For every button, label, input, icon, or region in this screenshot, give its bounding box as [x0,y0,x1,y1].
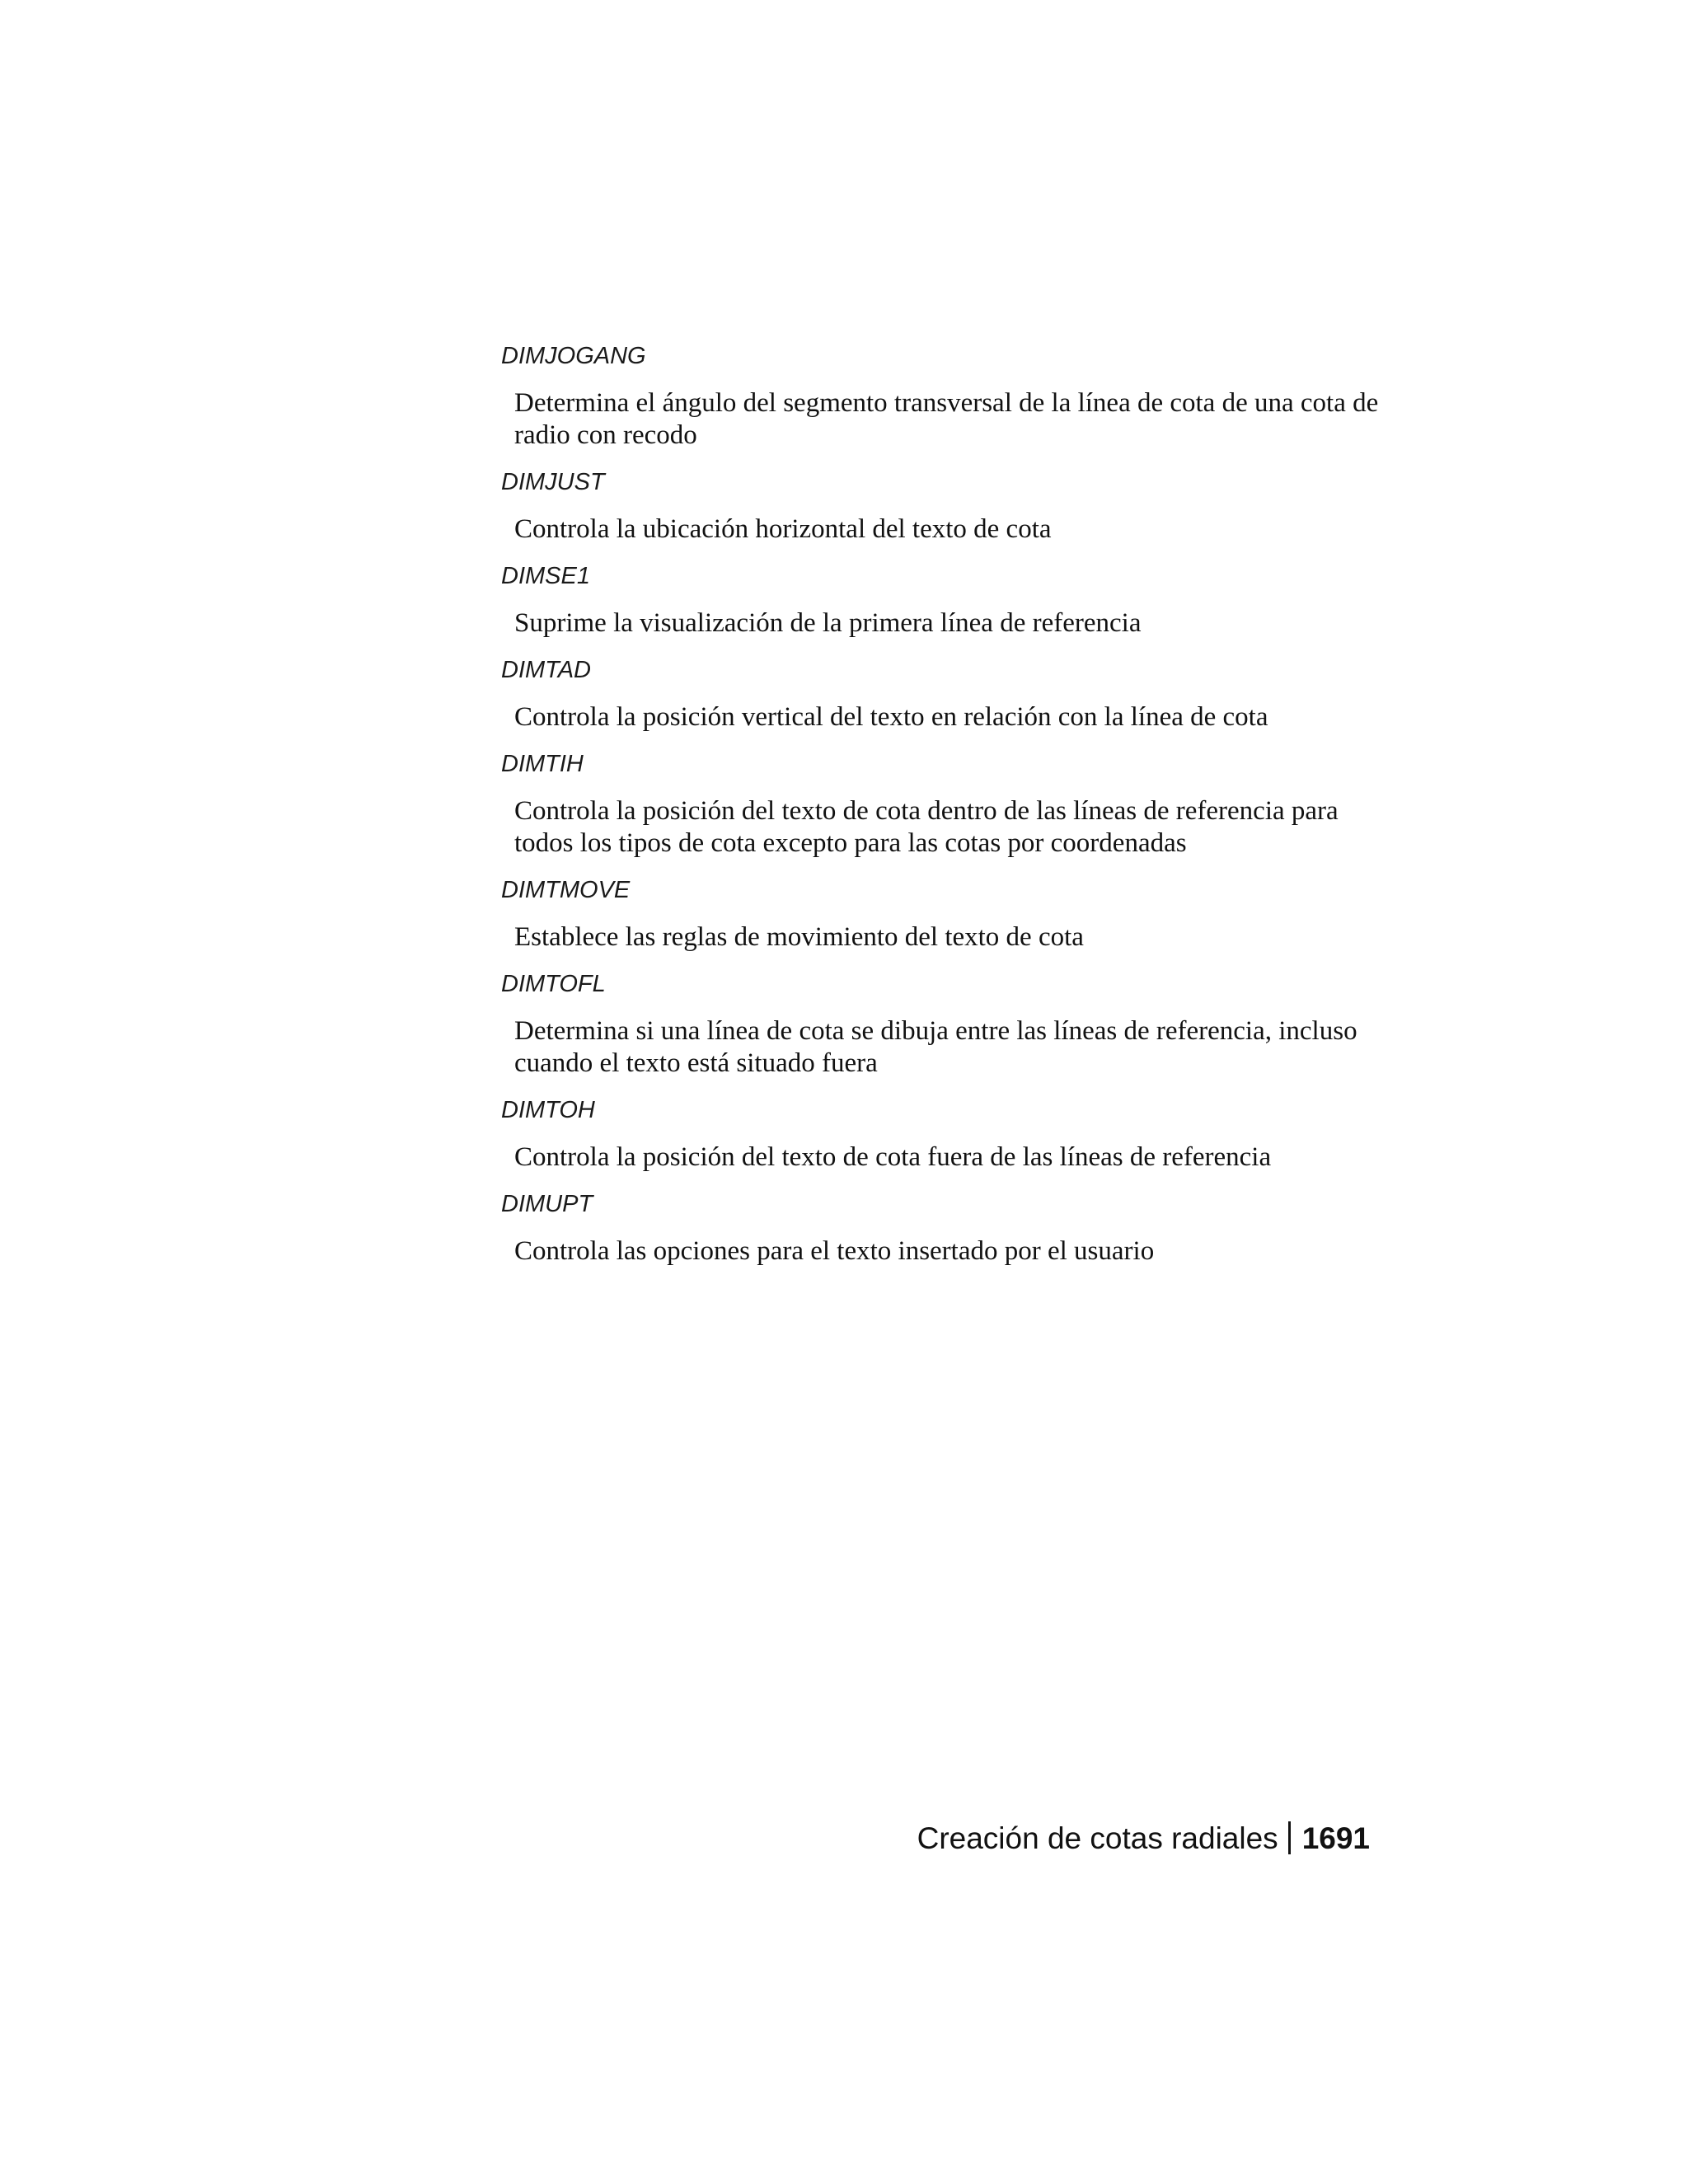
list-item [501,654,1391,733]
variable-list [501,340,1391,1282]
variable-term: DIMTIH [501,751,584,777]
variable-description: Controla las opciones para el texto insertado por el usuario [514,1236,1155,1266]
variable-description: Suprime la visualización de la primera línea de referencia [514,608,1142,638]
variable-term: DIMJUST [501,469,605,495]
variable-description: Determina el ángulo del segmento transversal de la línea de cota de una cota de radio con recodo [514,388,1379,450]
list-item [501,560,1391,640]
list-item [501,748,1391,860]
list-item [501,1094,1391,1174]
variable-term: DIMUPT [501,1191,593,1217]
list-item [501,874,1391,954]
variable-description: Determina si una línea de cota se dibuja entre las líneas de referencia, incluso cuando el texto está situado fuera [514,1016,1357,1078]
variable-description: Controla la posición vertical del texto en relación con la línea de cota [514,702,1268,732]
list-item [501,340,1391,452]
variable-term: DIMTOFL [501,971,606,997]
page-footer [917,1819,1370,1858]
variable-description: Controla la ubicación horizontal del texto de cota [514,514,1052,544]
variable-description: Controla la posición del texto de cota dentro de las líneas de referencia para todos los tipos de cota excepto para las cotas por coordenadas [514,796,1339,858]
footer-separator [1288,1821,1291,1854]
variable-term: DIMTAD [501,657,592,683]
list-item [501,466,1391,546]
variable-term: DIMSE1 [501,563,590,589]
variable-term: DIMTMOVE [501,877,631,903]
footer-section-title: Creación de cotas radiales [917,1821,1278,1855]
variable-term: DIMTOH [501,1097,595,1123]
variable-term: DIMJOGANG [501,343,646,369]
variable-description: Establece las reglas de movimiento del texto de cota [514,922,1084,952]
page-number: 1691 [1301,1821,1370,1855]
variable-description: Controla la posición del texto de cota fuera de las líneas de referencia [514,1142,1272,1172]
list-item [501,968,1391,1080]
list-item [501,1188,1391,1268]
